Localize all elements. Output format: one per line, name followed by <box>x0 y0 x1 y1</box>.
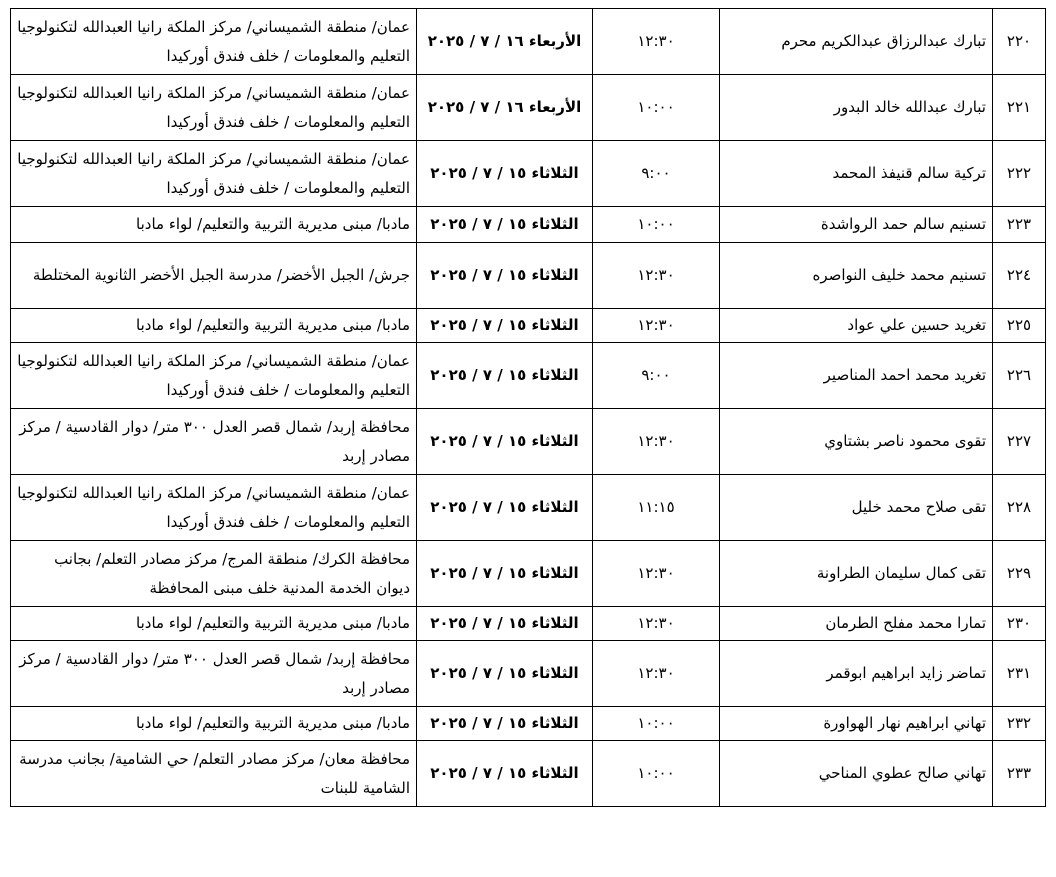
exam-date-cell: الثلاثاء ١٥ / ٧ / ٢٠٢٥ <box>417 243 593 309</box>
row-number-cell: ٢٢٥ <box>993 309 1046 343</box>
exam-location-text: محافظة معان/ مركز مصادر التعلم/ حي الشامية/ بجانب مدرسة الشامية للبنات <box>19 749 410 797</box>
row-number-cell: ٢٢٠ <box>993 9 1046 75</box>
candidate-name-cell: تمارا محمد مفلح الطرمان <box>720 607 993 641</box>
exam-location-text: محافظة إربد/ شمال قصر العدل ٣٠٠ متر/ دوار القادسية / مركز مصادر إربد <box>19 417 410 465</box>
exam-date-cell: الثلاثاء ١٥ / ٧ / ٢٠٢٥ <box>417 343 593 409</box>
exam-time-cell: ١٢:٣٠ <box>593 9 720 75</box>
schedule-table-body <box>11 9 1046 807</box>
exam-time-cell: ١٢:٣٠ <box>593 243 720 309</box>
candidate-name-cell: تبارك عبدالله خالد البدور <box>720 75 993 141</box>
exam-location-cell <box>11 343 417 409</box>
row-number-cell: ٢٢٧ <box>993 409 1046 475</box>
exam-date-cell: الثلاثاء ١٥ / ٧ / ٢٠٢٥ <box>417 409 593 475</box>
exam-date-cell: الثلاثاء ١٥ / ٧ / ٢٠٢٥ <box>417 741 593 807</box>
candidate-name-cell: تسنيم محمد خليف النواصره <box>720 243 993 309</box>
table-row <box>11 141 1046 207</box>
exam-location-text: محافظة إربد/ شمال قصر العدل ٣٠٠ متر/ دوار القادسية / مركز مصادر إربد <box>19 649 410 697</box>
row-number-cell: ٢٢٦ <box>993 343 1046 409</box>
exam-location-cell <box>11 741 417 807</box>
exam-date-cell: الثلاثاء ١٥ / ٧ / ٢٠٢٥ <box>417 141 593 207</box>
exam-location-text: عمان/ منطقة الشميساني/ مركز الملكة رانيا العبدالله لتكنولوجيا التعليم والمعلومات / خلف فندق أوركيدا <box>17 483 410 531</box>
candidate-name-cell: تهاني صالح عطوي المناحي <box>720 741 993 807</box>
table-row <box>11 607 1046 641</box>
exam-location-cell <box>11 641 417 707</box>
table-row <box>11 741 1046 807</box>
candidate-name-cell: تقوى محمود ناصر بشتاوي <box>720 409 993 475</box>
exam-time-cell: ١٠:٠٠ <box>593 75 720 141</box>
row-number-cell: ٢٣٢ <box>993 707 1046 741</box>
exam-time-cell: ١٢:٣٠ <box>593 309 720 343</box>
table-row <box>11 707 1046 741</box>
candidate-name-cell: تبارك عبدالرزاق عبدالكريم محرم <box>720 9 993 75</box>
exam-date-cell: الأربعاء ١٦ / ٧ / ٢٠٢٥ <box>417 9 593 75</box>
table-row <box>11 309 1046 343</box>
table-row <box>11 475 1046 541</box>
exam-location-cell <box>11 475 417 541</box>
row-number-cell: ٢٢٣ <box>993 207 1046 243</box>
exam-time-cell: ١٠:٠٠ <box>593 741 720 807</box>
exam-time-cell: ١٢:٣٠ <box>593 641 720 707</box>
exam-time-cell: ١٢:٣٠ <box>593 409 720 475</box>
row-number-cell: ٢٢٩ <box>993 541 1046 607</box>
exam-date-cell: الثلاثاء ١٥ / ٧ / ٢٠٢٥ <box>417 607 593 641</box>
exam-time-cell: ٩:٠٠ <box>593 141 720 207</box>
exam-location-text: عمان/ منطقة الشميساني/ مركز الملكة رانيا العبدالله لتكنولوجيا التعليم والمعلومات / خلف فندق أوركيدا <box>17 351 410 399</box>
exam-date-cell: الثلاثاء ١٥ / ٧ / ٢٠٢٥ <box>417 475 593 541</box>
exam-location-text: مادبا/ مبنى مديرية التربية والتعليم/ لواء مادبا <box>136 714 410 732</box>
table-row <box>11 9 1046 75</box>
row-number-cell: ٢٢٢ <box>993 141 1046 207</box>
exam-location-cell <box>11 141 417 207</box>
row-number-cell: ٢٣١ <box>993 641 1046 707</box>
exam-time-cell: ١٢:٣٠ <box>593 607 720 641</box>
exam-time-cell: ١١:١٥ <box>593 475 720 541</box>
exam-location-text: مادبا/ مبنى مديرية التربية والتعليم/ لواء مادبا <box>136 215 410 233</box>
candidate-name-cell: تقى كمال سليمان الطراونة <box>720 541 993 607</box>
exam-date-cell: الأربعاء ١٦ / ٧ / ٢٠٢٥ <box>417 75 593 141</box>
candidate-name-cell: تهاني ابراهيم نهار الهواورة <box>720 707 993 741</box>
table-row <box>11 243 1046 309</box>
exam-date-cell: الثلاثاء ١٥ / ٧ / ٢٠٢٥ <box>417 641 593 707</box>
exam-location-text: مادبا/ مبنى مديرية التربية والتعليم/ لواء مادبا <box>136 614 410 632</box>
candidate-name-cell: تركية سالم قنيفذ المحمد <box>720 141 993 207</box>
exam-location-text: جرش/ الجبل الأخضر/ مدرسة الجبل الأخضر الثانوية المختلطة <box>32 266 410 284</box>
exam-location-cell <box>11 243 417 309</box>
exam-time-cell: ١٠:٠٠ <box>593 207 720 243</box>
exam-time-cell: ١٠:٠٠ <box>593 707 720 741</box>
row-number-cell: ٢٢٨ <box>993 475 1046 541</box>
candidate-name-cell: تغريد محمد احمد المناصير <box>720 343 993 409</box>
row-number-cell: ٢٢٤ <box>993 243 1046 309</box>
candidate-name-cell: تسنيم سالم حمد الرواشدة <box>720 207 993 243</box>
candidate-name-cell: تقى صلاح محمد خليل <box>720 475 993 541</box>
exam-date-cell: الثلاثاء ١٥ / ٧ / ٢٠٢٥ <box>417 707 593 741</box>
row-number-cell: ٢٣٠ <box>993 607 1046 641</box>
exam-location-cell <box>11 309 417 343</box>
exam-time-cell: ٩:٠٠ <box>593 343 720 409</box>
exam-location-text: عمان/ منطقة الشميساني/ مركز الملكة رانيا العبدالله لتكنولوجيا التعليم والمعلومات / خلف فندق أوركيدا <box>17 17 410 65</box>
table-row <box>11 75 1046 141</box>
exam-location-cell <box>11 707 417 741</box>
candidate-name-cell: تماضر زايد ابراهيم ابوقمر <box>720 641 993 707</box>
candidate-name-cell: تغريد حسين علي عواد <box>720 309 993 343</box>
exam-location-cell <box>11 75 417 141</box>
exam-location-text: عمان/ منطقة الشميساني/ مركز الملكة رانيا العبدالله لتكنولوجيا التعليم والمعلومات / خلف فندق أوركيدا <box>17 149 410 197</box>
table-row <box>11 641 1046 707</box>
exam-location-text: عمان/ منطقة الشميساني/ مركز الملكة رانيا العبدالله لتكنولوجيا التعليم والمعلومات / خلف فندق أوركيدا <box>17 83 410 131</box>
table-row <box>11 207 1046 243</box>
table-row <box>11 409 1046 475</box>
exam-location-cell <box>11 409 417 475</box>
table-row <box>11 343 1046 409</box>
row-number-cell: ٢٢١ <box>993 75 1046 141</box>
exam-location-cell <box>11 541 417 607</box>
exam-location-cell <box>11 207 417 243</box>
exam-location-cell <box>11 607 417 641</box>
schedule-table <box>10 8 1046 807</box>
exam-date-cell: الثلاثاء ١٥ / ٧ / ٢٠٢٥ <box>417 309 593 343</box>
exam-date-cell: الثلاثاء ١٥ / ٧ / ٢٠٢٥ <box>417 541 593 607</box>
exam-location-text: مادبا/ مبنى مديرية التربية والتعليم/ لواء مادبا <box>136 316 410 334</box>
table-row <box>11 541 1046 607</box>
exam-time-cell: ١٢:٣٠ <box>593 541 720 607</box>
schedule-sheet <box>10 8 1046 807</box>
exam-location-cell <box>11 9 417 75</box>
row-number-cell: ٢٣٣ <box>993 741 1046 807</box>
exam-location-text: محافظة الكرك/ منطقة المرج/ مركز مصادر التعلم/ بجانب ديوان الخدمة المدنية خلف مبنى المحافظة <box>54 549 410 597</box>
exam-date-cell: الثلاثاء ١٥ / ٧ / ٢٠٢٥ <box>417 207 593 243</box>
